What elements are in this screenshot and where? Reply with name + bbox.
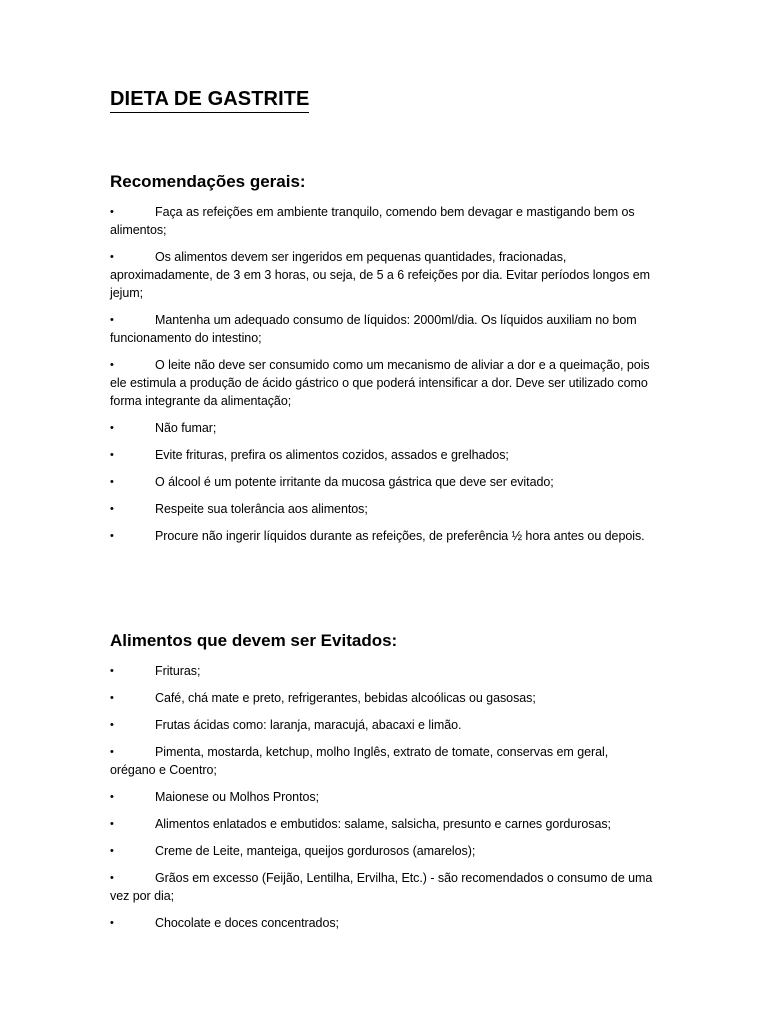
list-item: [110, 311, 655, 347]
list-item: [110, 788, 655, 806]
list-item: [110, 815, 655, 833]
list-item-text: Frutas ácidas como: laranja, maracujá, abacaxi e limão.: [155, 718, 462, 732]
section-heading-foods-to-avoid: Alimentos que devem ser Evitados:: [110, 631, 398, 650]
foods-to-avoid-list: [110, 662, 655, 932]
bullet-marker: •: [110, 665, 114, 677]
list-item: [110, 662, 655, 680]
bullet-marker: •: [110, 719, 114, 731]
list-item-text: Alimentos enlatados e embutidos: salame, salsicha, presunto e carnes gordurosas;: [155, 817, 611, 831]
list-item-text: Mantenha um adequado consumo de líquidos: 2000ml/dia. Os líquidos auxiliam no bom funcionamento do intestino;: [110, 313, 637, 345]
list-item: [110, 248, 655, 302]
list-item-text: Os alimentos devem ser ingeridos em pequenas quantidades, fracionadas, aproximadamente, de 3 em 3 horas, ou seja, de 5 a 6 refeições por dia. Evitar períodos longos em jejum;: [110, 250, 650, 300]
list-item-text: Creme de Leite, manteiga, queijos gordurosos (amarelos);: [155, 844, 476, 858]
bullet-marker: •: [110, 872, 114, 884]
bullet-marker: •: [110, 449, 114, 461]
bullet-marker: •: [110, 530, 114, 542]
list-item-text: Respeite sua tolerância aos alimentos;: [155, 502, 368, 516]
list-item: [110, 716, 655, 734]
bullet-marker: •: [110, 692, 114, 704]
list-item: [110, 527, 655, 545]
bullet-marker: •: [110, 845, 114, 857]
list-item: [110, 869, 655, 905]
list-item-text: Café, chá mate e preto, refrigerantes, bebidas alcoólicas ou gasosas;: [155, 691, 536, 705]
bullet-marker: •: [110, 359, 114, 371]
list-item-text: Faça as refeições em ambiente tranquilo, comendo bem devagar e mastigando bem os alimentos;: [110, 205, 635, 237]
general-recommendations-list: [110, 203, 655, 545]
list-item-text: Procure não ingerir líquidos durante as refeições, de preferência ½ hora antes ou depois.: [155, 529, 645, 543]
list-item-text: Maionese ou Molhos Prontos;: [155, 790, 320, 804]
list-item-text: Não fumar;: [155, 421, 217, 435]
bullet-marker: •: [110, 476, 114, 488]
list-item: [110, 356, 655, 410]
list-item-text: Pimenta, mostarda, ketchup, molho Inglês, extrato de tomate, conservas em geral, orégano e Coentro;: [110, 745, 609, 777]
list-item: [110, 842, 655, 860]
bullet-marker: •: [110, 251, 114, 263]
list-item-text: O leite não deve ser consumido como um mecanismo de aliviar a dor e a queimação, pois ele estimula a produção de ácido gástrico o que poderá intensificar a dor. Deve ser utilizado como forma integrante da alimentação;: [110, 358, 650, 408]
list-item: [110, 743, 655, 779]
bullet-marker: •: [110, 422, 114, 434]
list-item-text: Frituras;: [155, 664, 201, 678]
bullet-marker: •: [110, 917, 114, 929]
list-item: [110, 500, 655, 518]
document-title: DIETA DE GASTRITE: [110, 87, 309, 113]
bullet-marker: •: [110, 503, 114, 515]
bullet-marker: •: [110, 206, 114, 218]
list-item-text: Evite frituras, prefira os alimentos cozidos, assados e grelhados;: [155, 448, 509, 462]
list-item-text: Chocolate e doces concentrados;: [155, 916, 339, 930]
bullet-marker: •: [110, 314, 114, 326]
list-item: [110, 419, 655, 437]
bullet-marker: •: [110, 746, 114, 758]
list-item: [110, 473, 655, 491]
list-item-text: O álcool é um potente irritante da mucosa gástrica que deve ser evitado;: [155, 475, 554, 489]
bullet-marker: •: [110, 791, 114, 803]
list-item: [110, 914, 655, 932]
list-item-text: Grãos em excesso (Feijão, Lentilha, Ervilha, Etc.) - são recomendados o consumo de uma vez por dia;: [110, 871, 653, 903]
list-item: [110, 446, 655, 464]
list-item: [110, 203, 655, 239]
bullet-marker: •: [110, 818, 114, 830]
list-item: [110, 689, 655, 707]
section-heading-general-recommendations: Recomendações gerais:: [110, 172, 306, 191]
